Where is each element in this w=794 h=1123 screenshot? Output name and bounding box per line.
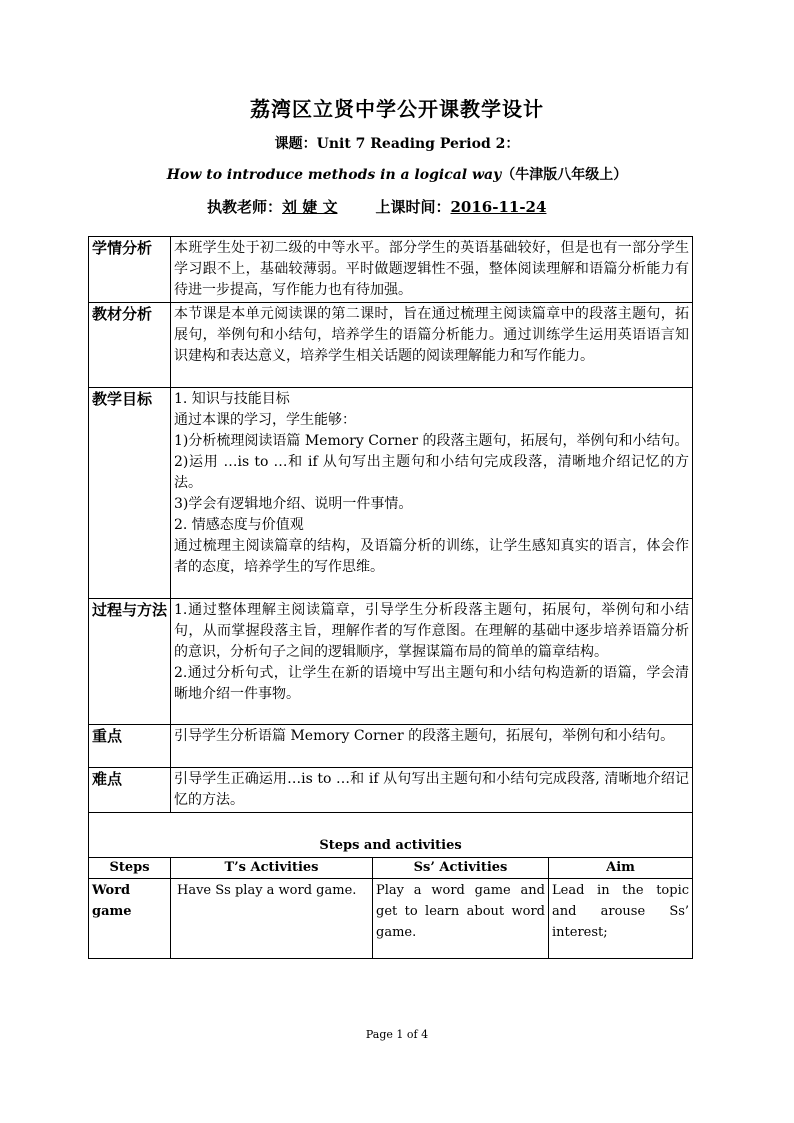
subtitle-english: How to introduce methods in a logical way: [166, 167, 502, 183]
table-row: [89, 768, 693, 813]
lesson-subtitle: [0, 164, 794, 184]
step-name: Word game: [89, 879, 171, 959]
aim: Lead in the topic and arouse Ss’ interest;: [549, 879, 693, 959]
goal-line: 3)学会有逻辑地介绍、说明一件事情。: [174, 496, 413, 512]
document-title: 荔湾区立贤中学公开课教学设计: [250, 97, 544, 121]
student-activity: Play a word game and get to learn about word game.: [373, 879, 549, 959]
method-line: 1.通过整体理解主阅读篇章，引导学生分析段落主题句，拓展句，举例句和小结句，从而掌握段落主旨，理解作者的写作意图。在理解的基础中逐步培养语篇分析的意识，分析句子之间的逻辑顺序，掌握谋篇布局的简单的篇章结构。: [174, 602, 690, 660]
teacher-name: 刘 婕 文: [282, 198, 338, 216]
table-row: [89, 237, 693, 303]
row-content: 本节课是本单元阅读课的第二课时，旨在通过梳理主阅读篇章中的段落主题句，拓展句，举例句和小结句，培养学生的语篇分析能力。通过训练学生运用英语语言知识建构和表达意义，培养学生相关话题的阅读理解能力和写作能力。: [171, 303, 693, 388]
table-row: [89, 725, 693, 768]
goal-line: 2. 情感态度与价值观: [174, 517, 304, 533]
teacher-activity: Have Ss play a word game.: [171, 879, 373, 959]
lesson-plan-table: [88, 236, 693, 959]
row-content: 引导学生正确运用…is to …和 if 从句写出主题句和小结句完成段落, 清晰地介绍记忆的方法。: [171, 768, 693, 813]
row-label: 学情分析: [89, 237, 171, 303]
goal-line: 通过梳理主阅读篇章的结构，及语篇分析的训练，让学生感知真实的语言，体会作者的态度，培养学生的写作思维。: [174, 538, 690, 575]
row-label: 过程与方法: [89, 599, 171, 725]
teacher-info: [207, 196, 546, 217]
teacher-label: 执教老师：: [207, 198, 283, 216]
time-label: 上课时间：: [375, 198, 451, 216]
row-label: 教学目标: [89, 388, 171, 599]
column-header: Steps: [89, 858, 171, 879]
goal-line: 通过本课的学习，学生能够：: [174, 412, 356, 428]
goal-line: 1. 知识与技能目标: [174, 391, 290, 407]
goal-line: 2)运用 …is to …和 if 从句写出主题句和小结句完成段落，清晰地介绍记忆的方法。: [174, 454, 690, 491]
goal-line: 1)分析梳理阅读语篇 Memory Corner 的段落主题句，拓展句，举例句和小结句。: [174, 433, 689, 449]
method-line: 2.通过分析句式，让学生在新的语境中写出主题句和小结句构造新的语篇，学会清晰地介绍一件事物。: [174, 665, 690, 702]
table-row: [89, 388, 693, 599]
row-label: 难点: [89, 768, 171, 813]
table-row: [89, 813, 693, 858]
column-header: Ss’ Activities: [373, 858, 549, 879]
row-content: 本班学生处于初二级的中等水平。部分学生的英语基础较好，但是也有一部分学生学习跟不上，基础较薄弱。平时做题逻辑性不强，整体阅读理解和语篇分析能力有待进一步提高，写作能力也有待加强。: [171, 237, 693, 303]
table-row: [89, 303, 693, 388]
column-header: Aim: [549, 858, 693, 879]
column-header: T’s Activities: [171, 858, 373, 879]
row-content: [171, 599, 693, 725]
lesson-topic: 课题：Unit 7 Reading Period 2：: [274, 136, 520, 152]
row-content: [171, 388, 693, 599]
steps-title: Steps and activities: [89, 813, 693, 858]
table-row: [89, 879, 693, 959]
row-label: 教材分析: [89, 303, 171, 388]
row-label: 重点: [89, 725, 171, 768]
time-value: 2016-11-24: [450, 198, 547, 216]
page-footer: Page 1 of 4: [365, 1028, 429, 1041]
table-row: [89, 599, 693, 725]
steps-header-row: [89, 858, 693, 879]
row-content: 引导学生分析语篇 Memory Corner 的段落主题句，拓展句，举例句和小结句。: [171, 725, 693, 768]
subtitle-chinese: （牛津版八年级上）: [501, 167, 628, 183]
